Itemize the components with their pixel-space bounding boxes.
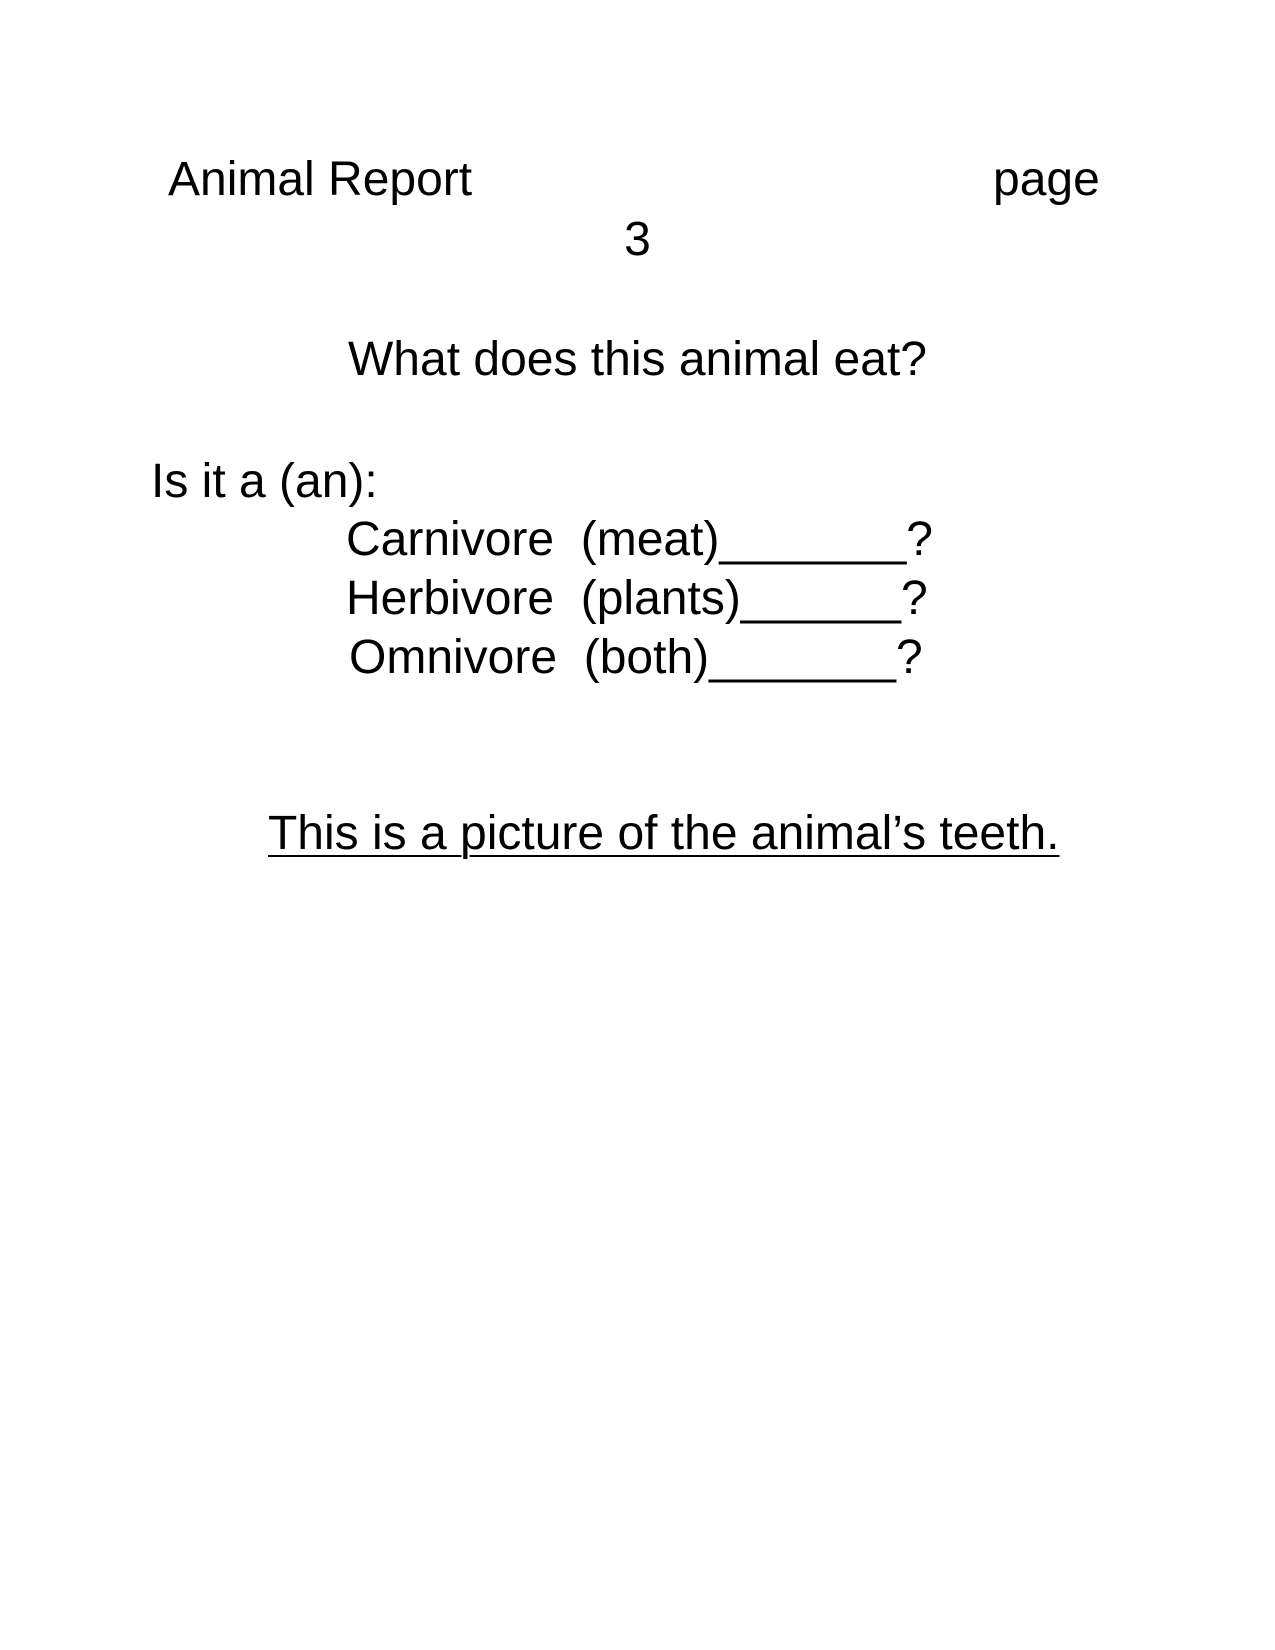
page-label: page xyxy=(993,153,1100,206)
report-title: Animal Report xyxy=(168,153,473,206)
diet-intro: Is it a (an): xyxy=(151,455,378,508)
option-carnivore: Carnivore (meat)_______? xyxy=(346,513,933,566)
page-number: 3 xyxy=(624,213,651,266)
option-omnivore: Omnivore (both)_______? xyxy=(349,631,923,684)
teeth-caption: This is a picture of the animal’s teeth. xyxy=(267,807,1060,860)
diet-question: What does this animal eat? xyxy=(348,333,927,386)
option-herbivore: Herbivore (plants)______? xyxy=(346,572,928,625)
teeth-caption-row xyxy=(0,750,1275,918)
